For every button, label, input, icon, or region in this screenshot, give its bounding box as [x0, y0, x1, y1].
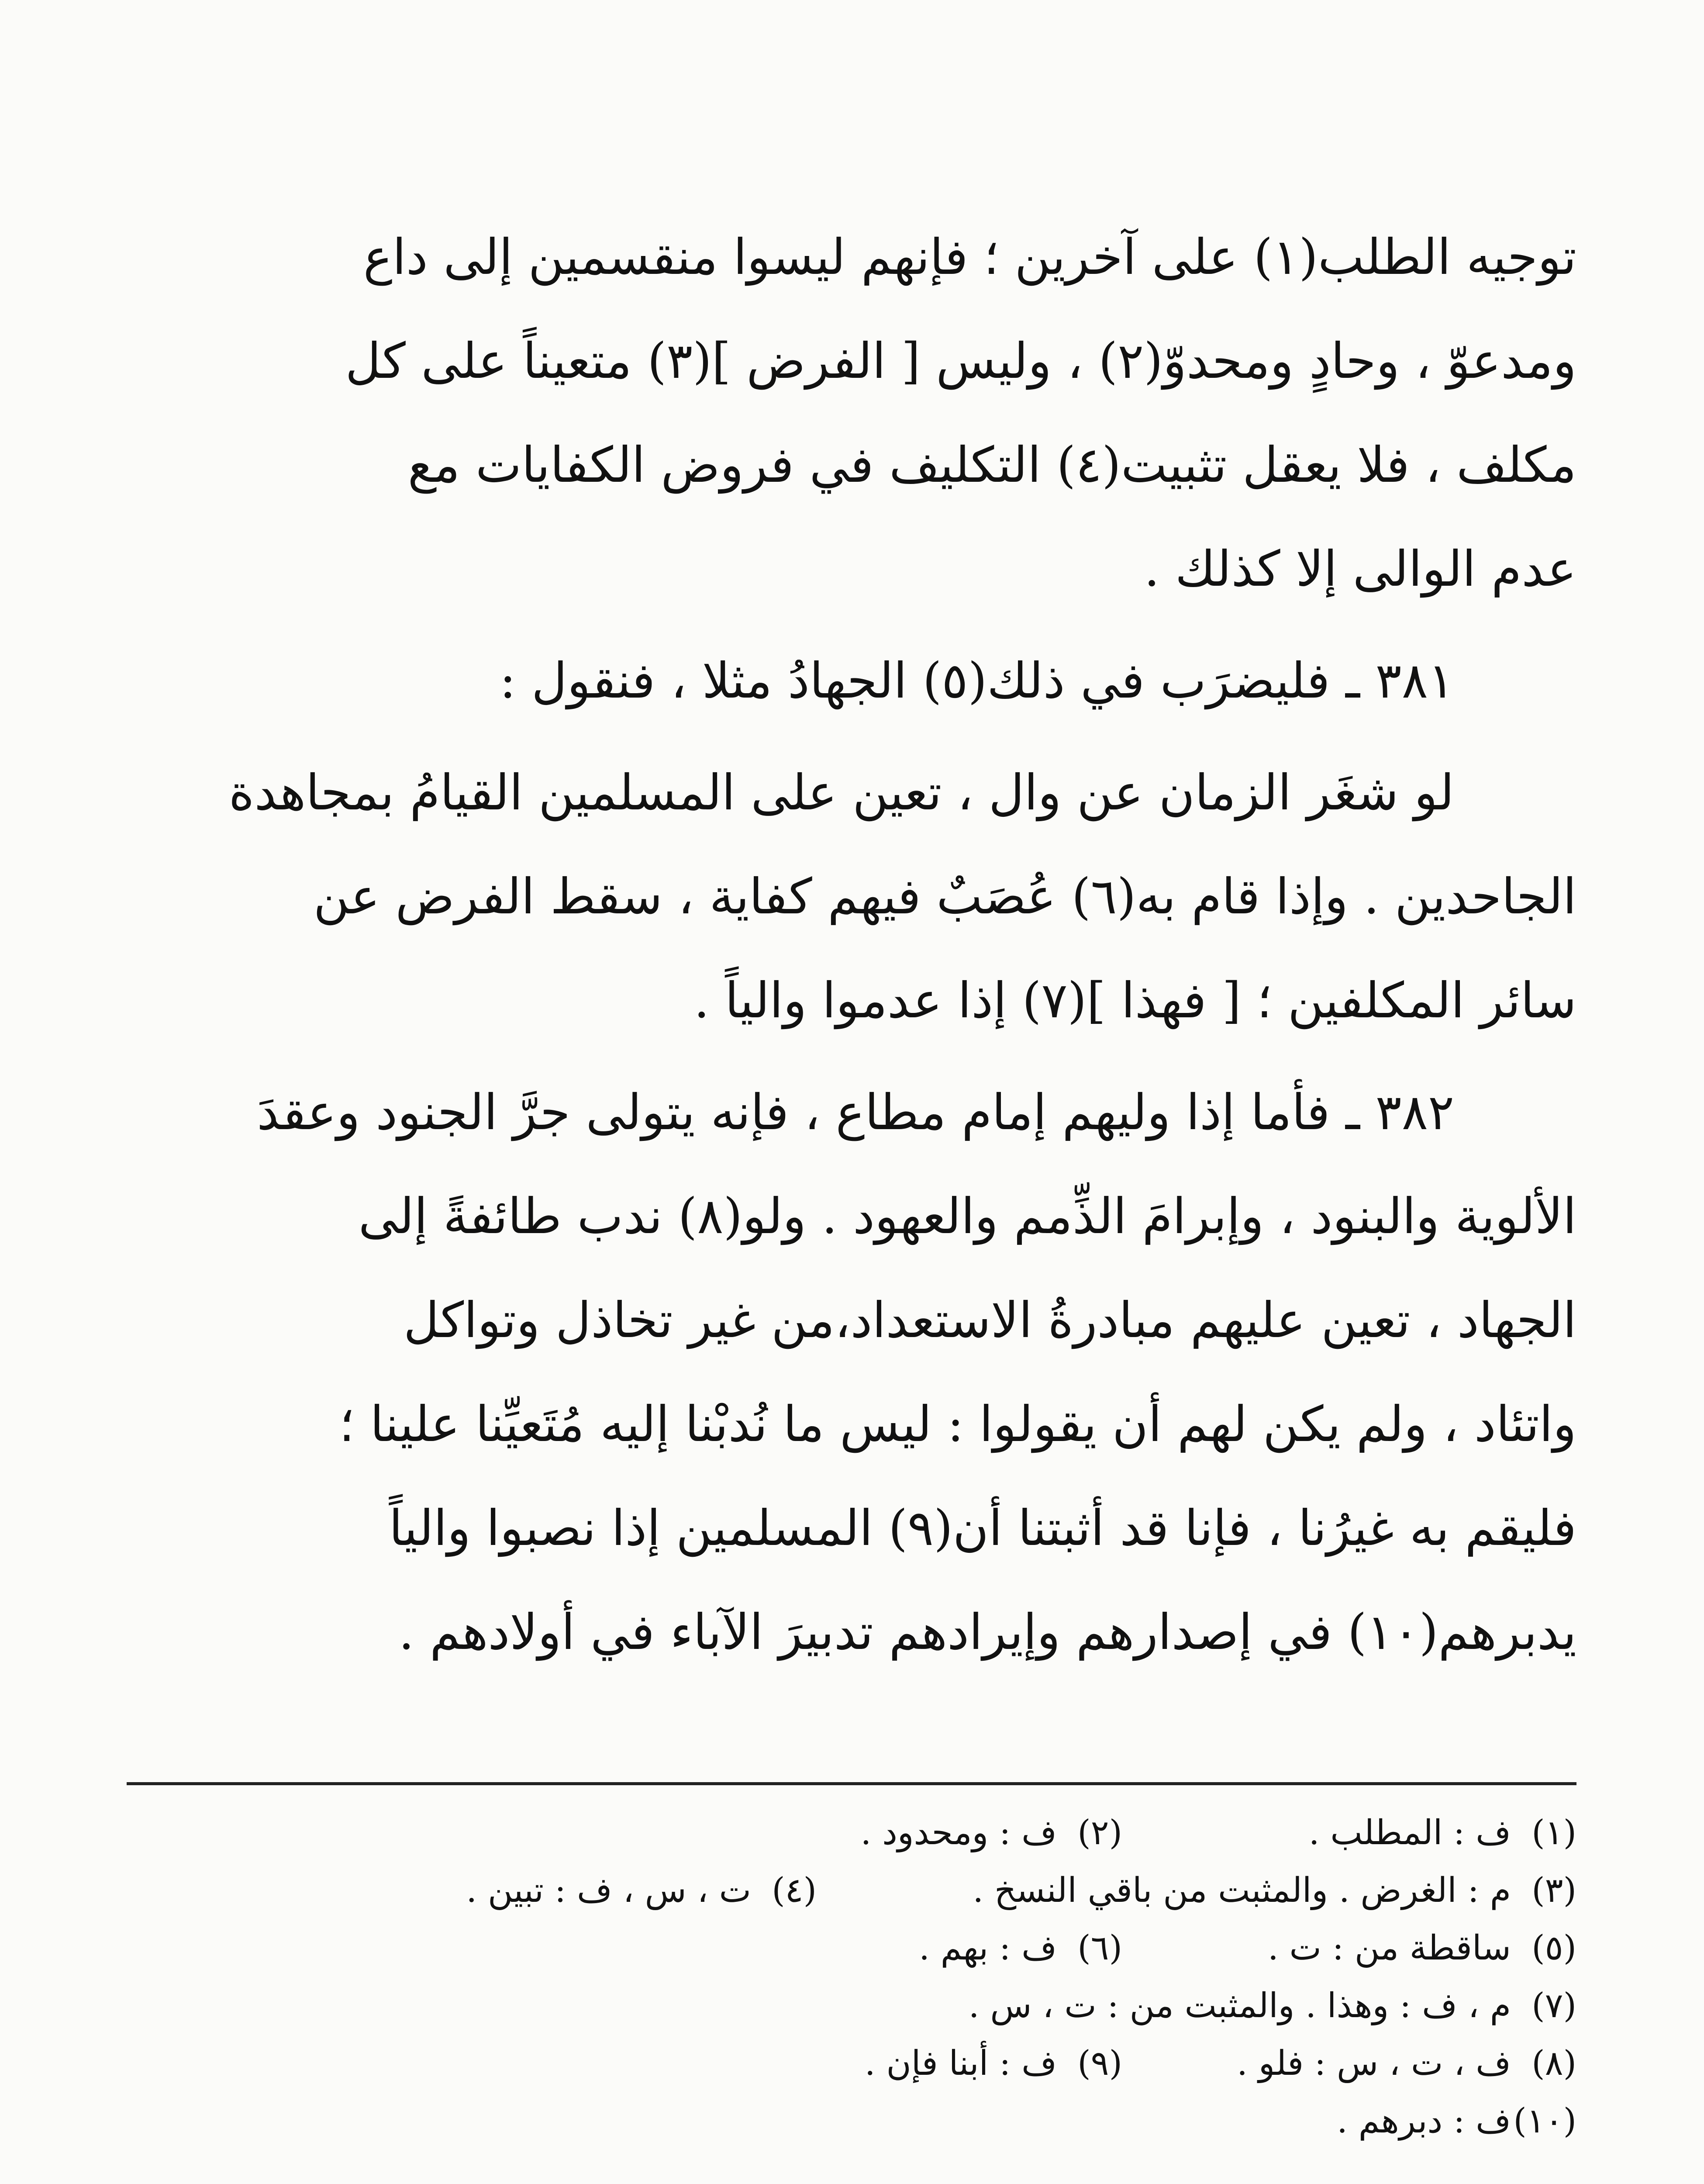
- footnote: [817, 1862, 1576, 1919]
- footnote-row: [127, 2092, 1576, 2150]
- footnote-number: (٣): [1532, 1871, 1576, 1910]
- footnote: [1337, 2092, 1576, 2150]
- text-line: سائر المكلفين ؛ [ فهذا ](٧) إذا عدموا والياً .: [693, 972, 1576, 1029]
- paragraph-382: [127, 1061, 1576, 1684]
- paragraph-3: [127, 741, 1576, 1053]
- text-line: فليقم به غيرُنا ، فإنا قد أثبتنا أن(٩) المسلمين إذا نصبوا والياً: [389, 1500, 1576, 1557]
- footnote: [865, 2035, 1122, 2092]
- footnote-text: م ، ف : وهذا . والمثبت من : ت ، س .: [968, 1986, 1511, 2025]
- main-text: [127, 205, 1576, 1692]
- footnote-text: ف ، ت ، س : فلو .: [1237, 2044, 1511, 2083]
- footnote-text: ساقطة من : ت .: [1267, 1928, 1511, 1968]
- footnote-text: ف : أبنا فإن .: [864, 2044, 1057, 2083]
- footnote: [1122, 1804, 1576, 1862]
- text-line: الجهاد ، تعين عليهم مبادرةُ الاستعداد،من غير تخاذل وتواكل: [403, 1292, 1576, 1349]
- text-line: الجاحدين . وإذا قام به(٦) عُصَبٌ فيهم كفاية ، سقط الفرض عن: [313, 868, 1576, 925]
- text-line: الألوية والبنود ، وإبرامَ الذِّمم والعهود . ولو(٨) ندب طائفةً إلى: [358, 1188, 1576, 1245]
- footnote: [969, 1977, 1576, 2035]
- footnote-number: (٧): [1532, 1986, 1576, 2025]
- text-line: توجيه الطلب(١) على آخرين ؛ فإنهم ليسوا منقسمين إلى داع: [363, 229, 1576, 286]
- footnotes: [127, 1804, 1576, 2150]
- footnote-number: (٢): [1077, 1813, 1122, 1852]
- footnote-text: ف : المطلب .: [1308, 1813, 1511, 1852]
- footnote-text: ف : ومحدود .: [860, 1813, 1057, 1852]
- footnote-number: (٥): [1532, 1928, 1576, 1968]
- text-line: لو شغَر الزمان عن وال ، تعين على المسلمين القيامُ بمجاهدة: [228, 764, 1454, 821]
- footnote-text: ف : بهم .: [919, 1928, 1057, 1968]
- footnote: [1122, 1919, 1576, 1977]
- footnote-divider: [127, 1782, 1576, 1785]
- footnote-number: (٩): [1077, 2044, 1122, 2083]
- text-line: مكلف ، فلا يعقل تثبيت(٤) التكليف في فروض الكفايات مع: [407, 437, 1576, 494]
- footnote-number: (٤): [772, 1871, 817, 1910]
- paragraph-1: [127, 205, 1576, 621]
- footnote-row: [127, 2035, 1576, 2092]
- footnote-row: [127, 1977, 1576, 2035]
- footnote: [1122, 2035, 1576, 2092]
- footnote: [466, 1862, 817, 1919]
- footnote-row: [127, 1919, 1576, 1977]
- text-line: ٣٨٢ ـ فأما إذا وليهم إمام مطاع ، فإنه يتولى جرَّ الجنود وعقدَ: [257, 1084, 1454, 1141]
- footnote-number: (٦): [1077, 1928, 1122, 1968]
- footnote-number: (١٠): [1513, 2101, 1576, 2141]
- footnote: [861, 1804, 1122, 1862]
- text-line: واتئاد ، ولم يكن لهم أن يقولوا : ليس ما نُدبْنا إليه مُتَعيِّنا علينا ؛: [339, 1396, 1576, 1453]
- footnote: [919, 1919, 1122, 1977]
- footnote-text: ف : دبرهم .: [1337, 2101, 1511, 2141]
- footnote-row: [127, 1804, 1576, 1862]
- footnote-number: (٨): [1532, 2044, 1576, 2083]
- text-line: عدم الوالى إلا كذلك .: [1144, 541, 1576, 598]
- footnote-text: ت ، س ، ف : تبين .: [466, 1871, 751, 1910]
- footnote-number: (١): [1532, 1813, 1576, 1852]
- text-line: يدبرهم(١٠) في إصدارهم وإيرادهم تدبيرَ الآباء في أولادهم .: [398, 1604, 1576, 1661]
- text-line: ٣٨١ ـ فليضرَب في ذلك(٥) الجهادُ مثلا ، فنقول :: [499, 653, 1454, 709]
- footnote-row: [127, 1862, 1576, 1919]
- text-line: ومدعوّ ، وحادٍ ومحدوّ(٢) ، وليس [ الفرض ](٣) متعيناً على كل: [345, 333, 1576, 390]
- paragraph-381: [127, 629, 1576, 733]
- footnote-text: م : الغرض . والمثبت من باقي النسخ .: [973, 1871, 1511, 1910]
